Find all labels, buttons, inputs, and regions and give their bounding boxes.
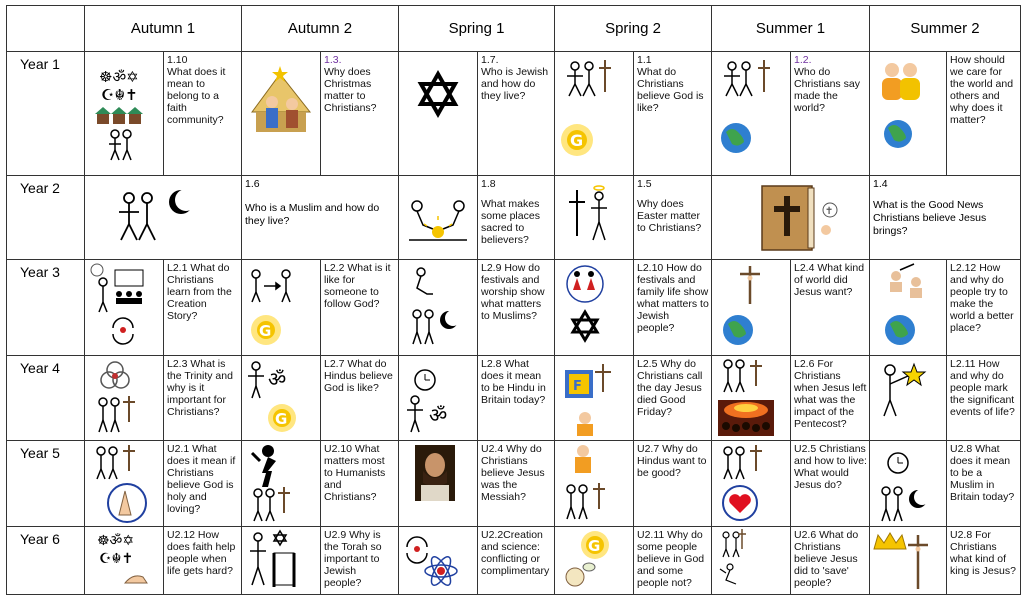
year-label: Year 3 bbox=[7, 260, 85, 356]
topic-cell bbox=[478, 52, 555, 176]
icon-cell bbox=[712, 356, 791, 441]
topic-cell bbox=[478, 527, 555, 595]
icon-cell bbox=[870, 260, 947, 356]
topic-question: U2.12 How does faith help people when life gets hard? bbox=[167, 529, 236, 577]
topic-code: 1.8 bbox=[481, 178, 496, 190]
svg-text:G: G bbox=[570, 131, 584, 150]
icon-cell bbox=[85, 356, 164, 441]
topic-code: 1.10 bbox=[167, 54, 188, 66]
icon-cell bbox=[555, 52, 634, 176]
topic-question: U2.1 What does it mean if Christians believe God is holy and loving? bbox=[167, 443, 236, 515]
topic-code: 1.7. bbox=[481, 54, 499, 66]
topic-question: Why does Christmas matter to Christians? bbox=[324, 66, 377, 114]
topic-question: U2.8 For Christians what kind of king is Jesus? bbox=[950, 529, 1016, 577]
year-label: Year 2 bbox=[7, 176, 85, 260]
topic-cell bbox=[791, 356, 870, 441]
svg-text:ॐ: ॐ bbox=[268, 367, 287, 391]
year-row bbox=[7, 527, 1021, 595]
re-curriculum-table bbox=[6, 5, 1021, 595]
year-label: Year 4 bbox=[7, 356, 85, 441]
topic-question: L2.8 What does it mean to be Hindu in Britain today? bbox=[481, 358, 546, 406]
term-header: Spring 1 bbox=[399, 6, 555, 52]
torah-icon bbox=[242, 527, 320, 593]
topic-question: Who is a Muslim and how do they live? bbox=[245, 202, 380, 227]
svg-text:G: G bbox=[275, 410, 288, 428]
topic-cell bbox=[791, 527, 870, 595]
topic-cell bbox=[634, 176, 712, 260]
topic-question: U2.10 What matters most to Humanists and Christians? bbox=[324, 443, 386, 503]
icon-cell bbox=[242, 52, 321, 176]
year-label: Year 1 bbox=[7, 52, 85, 176]
heart-icon bbox=[712, 441, 791, 525]
svg-text:G: G bbox=[588, 537, 601, 555]
cross-person-icon bbox=[555, 176, 634, 258]
christians-god-icon bbox=[555, 52, 633, 174]
topic-question: L2.5 Why do Christians call the day Jesus died Good Friday? bbox=[637, 358, 703, 418]
topic-code: 1.5 bbox=[637, 178, 652, 190]
year-row bbox=[7, 52, 1021, 176]
topic-question: U2.11 Why do some people believe in God and some people not? bbox=[637, 529, 705, 589]
icon-cell bbox=[555, 441, 634, 527]
teacher-cycle-icon bbox=[85, 260, 164, 354]
topic-cell bbox=[791, 52, 870, 176]
topic-cell bbox=[634, 441, 712, 527]
humanist-icon bbox=[242, 441, 320, 525]
topic-question: How should we care for the world and others and why does it matter? bbox=[950, 54, 1014, 126]
topic-question: L2.11 How and why do people mark the significant events of life? bbox=[950, 358, 1015, 418]
thumbs-world-icon bbox=[870, 260, 947, 354]
topic-question: U2.6 What do Christians believe Jesus did to 'save' people? bbox=[794, 529, 859, 589]
icon-cell bbox=[555, 176, 634, 260]
om-god-icon bbox=[242, 356, 320, 439]
icon-cell bbox=[399, 527, 478, 595]
topic-question: What does it mean to belong to a faith community? bbox=[167, 66, 226, 126]
topic-question: U2.2Creation and science: conflicting or complimentary bbox=[481, 529, 550, 577]
hindu-good-icon bbox=[555, 441, 633, 525]
topic-question: U2.8 What does it mean to be a Muslim in Britain today? bbox=[950, 443, 1015, 503]
crucifix-world-icon bbox=[712, 260, 791, 354]
term-header: Autumn 2 bbox=[242, 6, 399, 52]
term-header: Summer 1 bbox=[712, 6, 870, 52]
year-row bbox=[7, 441, 1021, 527]
topic-question: L2.4 What kind of world did Jesus want? bbox=[794, 262, 865, 298]
topic-cell bbox=[947, 356, 1021, 441]
faith-symbols-community-icon bbox=[85, 52, 163, 174]
topic-cell bbox=[478, 441, 555, 527]
topic-question: L2.9 How do festivals and worship show what matters to Muslims? bbox=[481, 262, 545, 322]
icon-cell bbox=[555, 527, 634, 595]
icon-cell bbox=[242, 441, 321, 527]
year-label: Year 6 bbox=[7, 527, 85, 595]
topic-cell bbox=[634, 52, 712, 176]
topic-question: L2.3 What is the Trinity and why is it important for Christians? bbox=[167, 358, 233, 418]
topic-code: 1.1 bbox=[637, 54, 652, 66]
icon-cell bbox=[712, 260, 791, 356]
bible-icon bbox=[712, 176, 870, 258]
topic-cell bbox=[321, 527, 399, 595]
svg-text:☸ॐ✡: ☸ॐ✡ bbox=[97, 533, 135, 549]
icon-cell bbox=[85, 260, 164, 356]
term-header: Spring 2 bbox=[555, 6, 712, 52]
topic-question: Who do Christians say made the world? bbox=[794, 66, 860, 114]
star-of-david-icon bbox=[399, 52, 478, 174]
topic-cell bbox=[634, 527, 712, 595]
year-row bbox=[7, 176, 1021, 260]
svg-text:F: F bbox=[573, 379, 582, 394]
crown-crucifix-icon bbox=[870, 527, 947, 593]
topic-question: L2.12 How and why do people try to make the world a better place? bbox=[950, 262, 1014, 334]
topic-cell bbox=[634, 260, 712, 356]
clock-om-icon bbox=[399, 356, 478, 439]
topic-cell bbox=[321, 356, 399, 441]
muslim-worship-icon bbox=[399, 260, 478, 354]
praying-hands-icon bbox=[85, 441, 164, 525]
topic-cell bbox=[321, 52, 399, 176]
clock-crescent-icon bbox=[870, 441, 947, 525]
topic-cell bbox=[478, 356, 555, 441]
topic-cell bbox=[791, 260, 870, 356]
christians-world-icon bbox=[712, 52, 791, 174]
icon-cell bbox=[85, 52, 164, 176]
term-header: Summer 2 bbox=[870, 6, 1021, 52]
header-row bbox=[7, 6, 1021, 52]
topic-cell bbox=[164, 52, 242, 176]
topic-question: Who is Jewish and how do they live? bbox=[481, 66, 549, 102]
topic-question: U2.4 Why do Christians believe Jesus was the Messiah? bbox=[481, 443, 545, 503]
icon-cell bbox=[870, 441, 947, 527]
topic-cell bbox=[478, 176, 555, 260]
pentecost-icon bbox=[712, 356, 791, 439]
icon-cell bbox=[85, 441, 164, 527]
icon-cell bbox=[85, 527, 164, 595]
icon-cell bbox=[555, 260, 634, 356]
icon-cell bbox=[712, 52, 791, 176]
icon-cell bbox=[242, 260, 321, 356]
muslims-crescent-icon bbox=[85, 176, 242, 258]
topic-question: L2.1 What do Christians learn from the Creation Story? bbox=[167, 262, 232, 322]
topic-question: L2.10 How do festivals and family life show what matters to Jewish people? bbox=[637, 262, 709, 334]
trinity-icon bbox=[85, 356, 164, 439]
topic-question: L2.6 For Christians when Jesus left what was the impact of the Pentecost? bbox=[794, 358, 867, 430]
topic-code: 1.2. bbox=[794, 54, 812, 66]
topic-cell bbox=[164, 527, 242, 595]
topic-cell bbox=[242, 176, 399, 260]
icon-cell bbox=[242, 527, 321, 595]
icon-cell bbox=[870, 52, 947, 176]
topic-question: U2.9 Why is the Torah so important to Jewish people? bbox=[324, 529, 382, 589]
year-row bbox=[7, 356, 1021, 441]
topic-question: L2.2 What is it like for someone to follow God? bbox=[324, 262, 391, 310]
icon-cell bbox=[870, 527, 947, 595]
topic-cell bbox=[634, 356, 712, 441]
topic-question: Why does Easter matter to Christians? bbox=[637, 198, 702, 234]
topic-cell bbox=[478, 260, 555, 356]
icon-cell bbox=[555, 356, 634, 441]
jewish-family-icon bbox=[555, 260, 633, 354]
corner-cell bbox=[7, 6, 85, 52]
topic-cell bbox=[321, 260, 399, 356]
term-header: Autumn 1 bbox=[85, 6, 242, 52]
topic-cell bbox=[791, 441, 870, 527]
nativity-icon bbox=[242, 52, 321, 174]
year-row bbox=[7, 260, 1021, 356]
topic-cell bbox=[947, 260, 1021, 356]
topic-cell bbox=[947, 527, 1021, 595]
good-friday-icon bbox=[555, 356, 633, 439]
icon-cell bbox=[712, 527, 791, 595]
icon-cell bbox=[85, 176, 242, 260]
svg-text:☪☬✝: ☪☬✝ bbox=[101, 86, 138, 104]
topic-cell bbox=[164, 356, 242, 441]
atom-icon bbox=[399, 527, 478, 593]
svg-text:☸ॐ✡: ☸ॐ✡ bbox=[99, 68, 139, 86]
icon-cell bbox=[242, 356, 321, 441]
people-world-icon bbox=[870, 52, 947, 174]
icon-cell bbox=[399, 176, 478, 260]
prayer-light-icon bbox=[399, 176, 478, 258]
svg-text:✝: ✝ bbox=[825, 206, 834, 217]
topic-question: What is the Good News Christians believe Jesus brings? bbox=[873, 199, 987, 237]
topic-question: What do Christians believe God is like? bbox=[637, 66, 704, 114]
year-label: Year 5 bbox=[7, 441, 85, 527]
topic-cell bbox=[947, 52, 1021, 176]
svg-text:☪☬✝: ☪☬✝ bbox=[99, 551, 134, 567]
icon-cell bbox=[399, 260, 478, 356]
topic-cell bbox=[947, 441, 1021, 527]
topic-question: What makes some places sacred to believers? bbox=[481, 198, 540, 246]
svg-text:G: G bbox=[259, 322, 272, 340]
icon-cell bbox=[399, 52, 478, 176]
topic-question: L2.7 What do Hindus believe God is like? bbox=[324, 358, 393, 394]
topic-question: U2.5 Christians and how to live: What would Jesus do? bbox=[794, 443, 867, 491]
topic-question: U2.7 Why do Hindus want to be good? bbox=[637, 443, 707, 479]
topic-code: 1.3. bbox=[324, 54, 342, 66]
god-thinking-icon bbox=[555, 527, 633, 593]
topic-cell bbox=[321, 441, 399, 527]
faith-symbols-hand-icon bbox=[85, 527, 164, 593]
topic-cell bbox=[164, 441, 242, 527]
jesus-icon bbox=[399, 441, 478, 525]
topic-cell bbox=[164, 260, 242, 356]
save-people-icon bbox=[712, 527, 791, 593]
icon-cell bbox=[712, 176, 870, 260]
icon-cell bbox=[399, 356, 478, 441]
topic-code: 1.6 bbox=[245, 178, 260, 190]
topic-cell bbox=[870, 176, 1021, 260]
topic-code: 1.4 bbox=[873, 178, 888, 190]
svg-text:ॐ: ॐ bbox=[429, 403, 448, 427]
icon-cell bbox=[399, 441, 478, 527]
star-person-icon bbox=[870, 356, 947, 439]
icon-cell bbox=[870, 356, 947, 441]
follow-god-icon bbox=[242, 260, 320, 354]
icon-cell bbox=[712, 441, 791, 527]
